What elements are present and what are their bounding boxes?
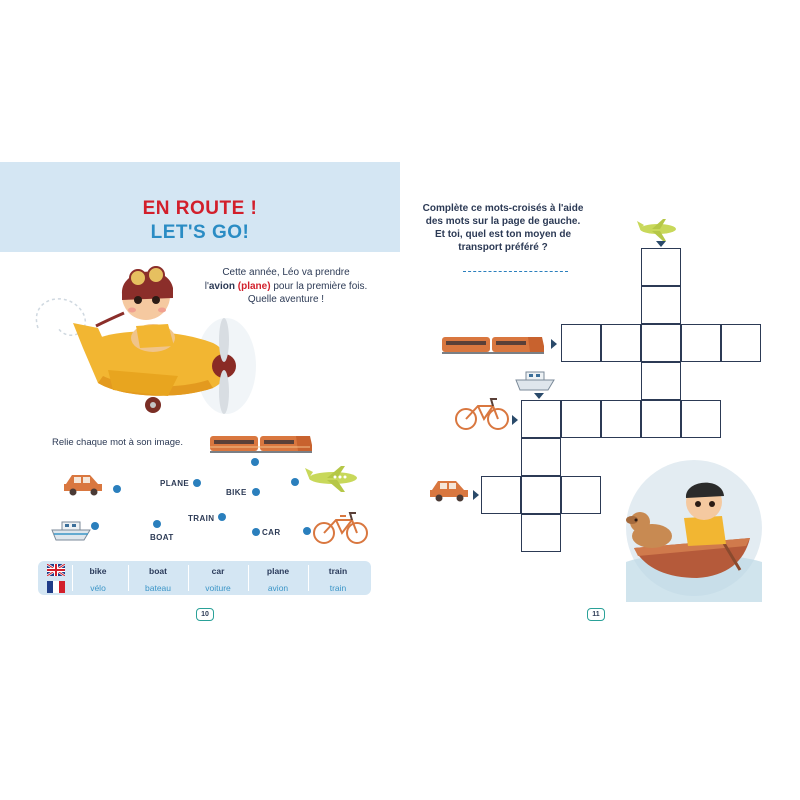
boy-dog-boat-illustration <box>612 452 776 604</box>
vocab-en-bike: bike <box>89 566 107 576</box>
intro-prefix: l' <box>204 280 209 292</box>
vocab-separator <box>248 565 249 591</box>
right-arrow <box>473 490 479 500</box>
crossword-cell[interactable] <box>521 438 561 476</box>
instruction-line-1: Complète ce mots-croisés à l'aide <box>422 203 584 214</box>
instruction-line-2: des mots sur la page de gauche. <box>425 216 581 227</box>
word-train-dot[interactable] <box>218 513 226 521</box>
match-instruction: Relie chaque mot à son image. <box>52 437 183 448</box>
vocab-fr-velo: vélo <box>90 583 106 593</box>
word-bike-dot[interactable] <box>252 488 260 496</box>
vocab-en-plane: plane <box>266 566 290 576</box>
bike-clue-icon <box>454 396 510 432</box>
vocab-fr-voiture: voiture <box>205 583 231 593</box>
intro-line-1: Cette année, Léo va prendre <box>222 267 350 278</box>
crossword-cell[interactable] <box>521 476 561 514</box>
france-flag-icon <box>47 581 65 593</box>
boat-picture-dot[interactable] <box>91 522 99 530</box>
intro-paragraph <box>200 266 372 307</box>
word-plane: PLANE <box>160 479 190 488</box>
vocab-en-car: car <box>211 566 225 576</box>
crossword-cell[interactable] <box>521 400 561 438</box>
crossword-cell[interactable] <box>641 400 681 438</box>
word-car: CAR <box>262 528 281 537</box>
word-car-dot[interactable] <box>252 528 260 536</box>
crossword-cell[interactable] <box>641 324 681 362</box>
intro-plane: (plane) <box>237 280 271 292</box>
crossword-cell[interactable] <box>481 476 521 514</box>
bike-picture-dot[interactable] <box>303 527 311 535</box>
word-plane-dot[interactable] <box>193 479 201 487</box>
car-icon[interactable] <box>62 472 104 496</box>
word-bike: BIKE <box>226 488 247 497</box>
intro-line-2 <box>200 280 372 294</box>
train-picture-dot[interactable] <box>251 458 259 466</box>
title-english: LET'S GO! <box>150 222 250 243</box>
crossword-instruction <box>418 202 588 254</box>
vocab-separator <box>308 565 309 591</box>
uk-flag-icon <box>47 564 65 576</box>
crossword-cell[interactable] <box>561 476 601 514</box>
crossword-cell[interactable] <box>681 324 721 362</box>
plane-icon[interactable] <box>305 462 363 496</box>
train-icon[interactable] <box>208 433 314 455</box>
answer-line[interactable] <box>463 271 568 272</box>
crossword-cell[interactable] <box>641 362 681 400</box>
intro-line-2-rest: pour la première fois. <box>270 280 368 292</box>
vocab-en-train: train <box>328 566 348 576</box>
word-boat-dot[interactable] <box>153 520 161 528</box>
instruction-line-4: transport préféré ? <box>458 242 548 253</box>
intro-avion: avion <box>208 280 235 292</box>
plane-clue-icon <box>636 217 680 243</box>
word-boat: BOAT <box>150 533 174 542</box>
page-number-right: 11 <box>587 608 605 621</box>
crossword-cell[interactable] <box>561 324 601 362</box>
bike-icon[interactable] <box>312 510 370 546</box>
vocab-en-boat: boat <box>149 566 167 576</box>
right-arrow <box>512 415 518 425</box>
crossword-cell[interactable] <box>561 400 601 438</box>
down-arrow <box>534 393 544 399</box>
page-number-left: 10 <box>196 608 214 621</box>
boat-icon[interactable] <box>50 516 92 542</box>
crossword-cell[interactable] <box>601 324 641 362</box>
crossword-cell[interactable] <box>521 514 561 552</box>
vocab-separator <box>128 565 129 591</box>
car-clue-icon <box>428 478 470 502</box>
crossword-cell[interactable] <box>601 400 641 438</box>
crossword-cell[interactable] <box>641 248 681 286</box>
crossword-cell[interactable] <box>721 324 761 362</box>
boat-clue-icon <box>514 366 556 392</box>
plane-picture-dot[interactable] <box>291 478 299 486</box>
word-train: TRAIN <box>188 514 215 523</box>
instruction-line-3: Et toi, quel est ton moyen de <box>434 229 572 240</box>
car-picture-dot[interactable] <box>113 485 121 493</box>
down-arrow <box>656 241 666 247</box>
title-french: EN ROUTE ! <box>142 198 258 219</box>
crossword-cell[interactable] <box>641 286 681 324</box>
crossword-cell[interactable] <box>681 400 721 438</box>
train-clue-icon <box>440 334 546 356</box>
vocab-fr-train: train <box>329 583 347 593</box>
vocab-fr-bateau: bateau <box>145 583 171 593</box>
right-arrow <box>551 339 557 349</box>
vocab-separator <box>188 565 189 591</box>
intro-line-3: Quelle aventure ! <box>247 294 325 305</box>
vocab-fr-avion: avion <box>267 583 289 593</box>
